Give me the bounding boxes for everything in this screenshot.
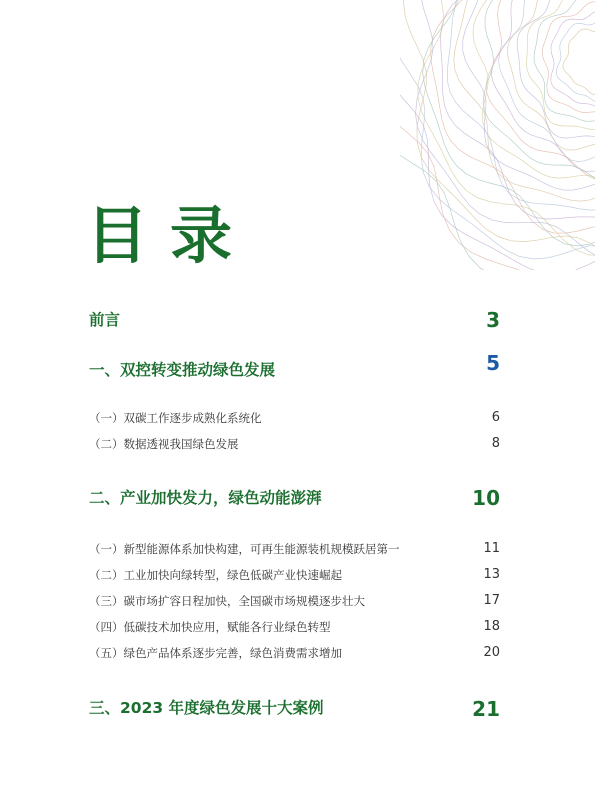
toc-section-2-page: 10 [472,486,500,510]
toc-item-2-5[interactable]: （五）绿色产品体系逐步完善，绿色消费需求增加 [89,646,342,660]
toc-item-1-2-page: 8 [491,436,500,451]
toc-item-2-3-page: 17 [483,593,500,608]
toc-item-1-1[interactable]: （一）双碳工作逐步成熟化系统化 [89,411,262,425]
toc-item-1-1-page: 6 [491,410,500,425]
decorative-ring [473,0,595,191]
decorative-ring [400,0,595,270]
toc-section-3-page: 21 [472,697,500,721]
decorative-ring [400,0,595,270]
toc-item-2-3[interactable]: （三）碳市场扩容日程加快，全国碳市场规模逐步壮大 [89,594,365,608]
decorative-ring [441,0,595,219]
toc-section-preface-page: 3 [486,308,500,332]
toc-section-1-page: 5 [486,351,500,375]
toc-item-2-4-page: 18 [483,619,500,634]
decorative-ring [416,0,595,262]
decorative-ring-lines [400,0,595,270]
toc-item-2-5-page: 20 [483,645,500,660]
toc-section-preface[interactable]: 前言 [89,311,121,329]
toc-section-1[interactable]: 一、双控转变推动绿色发展 [89,361,276,379]
decorative-ring [499,0,595,162]
toc-item-1-2[interactable]: （二）数据透视我国绿色发展 [89,437,239,451]
decorative-ring [447,0,595,210]
decorative-ring [542,2,595,116]
toc-item-2-1-page: 11 [483,541,500,556]
toc-item-2-1[interactable]: （一）新型能源体系加快构建，可再生能源装机规模跃居第一 [89,542,400,556]
decorative-ring [563,29,595,95]
toc-section-3[interactable]: 三、2023 年度绿色发展十大案例 [89,699,324,717]
toc-item-2-4[interactable]: （四）低碳技术加快应用，赋能各行业绿色转型 [89,620,331,634]
decorative-ring [556,20,595,103]
decorative-ring [423,0,595,246]
toc-section-2[interactable]: 二、产业加快发力，绿色动能澎湃 [89,489,322,507]
decorative-ring [517,0,595,138]
toc-item-2-2-page: 13 [483,567,500,582]
decorative-ring [400,0,595,265]
decorative-ring [463,0,595,192]
toc-item-2-2[interactable]: （二）工业加快向绿转型，绿色低碳产业快速崛起 [89,568,342,582]
page-title: 目录 [86,199,255,272]
decorative-ring [400,0,595,270]
